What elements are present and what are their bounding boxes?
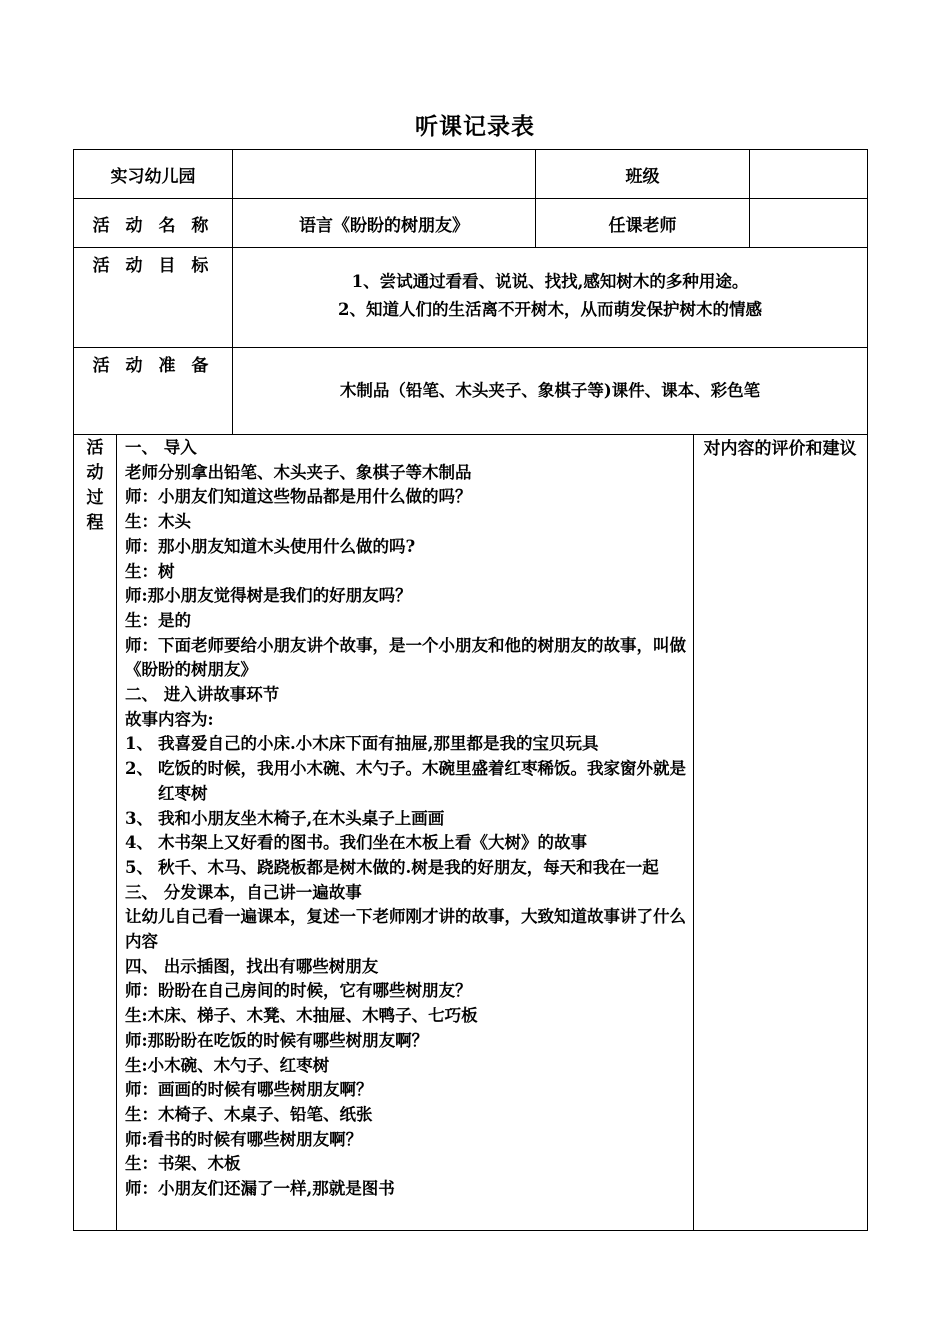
class-value-cell[interactable] (749, 149, 868, 199)
dialogue-line: 生：是的 (125, 610, 191, 630)
teacher-label-cell (535, 198, 750, 248)
story-item-text: 秋千、木马、跷跷板都是树木做的.树是我的好朋友，每天和我在一起 (158, 857, 659, 877)
section-heading: 二、 进入讲故事环节 (125, 685, 280, 705)
dialogue-line: 生:小木碗、木勺子、红枣树 (125, 1055, 330, 1075)
dialogue-line: 师:那盼盼在吃饭的时候有哪些树朋友啊？ (125, 1030, 429, 1050)
story-item-text: 我和小朋友坐木椅子,在木头桌子上画画 (158, 808, 445, 828)
text-line: 故事内容为: (125, 709, 214, 729)
story-item-number: 3、 (125, 808, 153, 828)
story-item (125, 856, 690, 881)
dialogue-line: 师：小朋友们知道这些物品都是用什么做的吗？ (125, 487, 472, 507)
dialogue-line: 师：那小朋友知道木头使用什么做的吗? (125, 536, 416, 556)
story-item (125, 732, 690, 757)
story-item (125, 757, 690, 806)
dialogue-line: 生：木头 (125, 512, 191, 532)
dialogue-line: 师:那小朋友觉得树是我们的好朋友吗？ (125, 586, 412, 606)
story-item (125, 807, 690, 832)
process-label-char: 动 (86, 463, 104, 483)
process-label-char: 活 (86, 438, 104, 458)
process-label (74, 436, 116, 536)
class-label-cell (535, 149, 750, 199)
page-title: 听课记录表 (415, 113, 535, 140)
process-label-cell (73, 434, 117, 1231)
story-item-number: 1、 (125, 734, 153, 754)
story-item-number: 2、 (125, 759, 153, 779)
text-paragraph: 让幼儿自己看一遍课本，复述一下老师刚才讲的故事，大致知道故事讲了什么内容 (125, 907, 686, 952)
dialogue-line: 生:木床、梯子、木凳、木抽屉、木鸭子、七巧板 (125, 1006, 478, 1026)
activity-name-label: 活 动 名 称 (92, 215, 214, 236)
prep-label-cell (73, 347, 233, 435)
goal-label: 活 动 目 标 (92, 256, 214, 276)
dialogue-line: 师：小朋友们还漏了一样,那就是图书 (125, 1179, 395, 1199)
evaluation-cell[interactable] (693, 434, 868, 1231)
story-item-number: 4、 (125, 833, 153, 853)
evaluation-label: 对内容的评价和建议 (703, 439, 857, 459)
dialogue-line: 生：书架、木板 (125, 1154, 241, 1174)
dialogue-line: 师：画画的时候有哪些树朋友啊？ (125, 1080, 373, 1100)
goal-item: 1、尝试通过看看、说说、找找,感知树木的多种用途。 (351, 272, 749, 291)
activity-name-label-cell (73, 198, 233, 248)
activity-name-value: 语言《盼盼的树朋友》 (299, 215, 469, 236)
section-heading: 三、 分发课本，自己讲一遍故事 (125, 882, 362, 902)
kindergarten-label: 实习幼儿园 (110, 166, 196, 187)
section-heading: 四、 出示插图，找出有哪些树朋友 (125, 956, 379, 976)
dialogue-line: 师:看书的时候有哪些树朋友啊？ (125, 1129, 363, 1149)
process-label-char: 过 (86, 488, 104, 508)
goal-label-cell (73, 247, 233, 348)
prep-value: 木制品（铅笔、木头夹子、象棋子等)课件、课本、彩色笔 (339, 381, 761, 400)
story-item-text: 我喜爱自己的小床.小木床下面有抽屉,那里都是我的宝贝玩具 (158, 734, 599, 754)
goal-list (232, 268, 868, 324)
story-item-number: 5、 (125, 857, 153, 877)
story-item (125, 831, 690, 856)
goal-item: 2、知道人们的生活离不开树木，从而萌发保护树木的情感 (338, 300, 762, 319)
process-text (125, 436, 690, 1202)
prep-label: 活 动 准 备 (92, 356, 214, 376)
process-label-char: 程 (86, 513, 104, 533)
class-label: 班级 (625, 166, 660, 187)
kindergarten-label-cell (73, 149, 233, 199)
teacher-value-cell[interactable] (749, 198, 868, 248)
story-item-text: 吃饭的时候，我用小木碗、木勺子。木碗里盛着红枣稀饭。我家窗外就是红枣树 (158, 759, 686, 803)
section-heading: 一、 导入 (125, 438, 197, 457)
text-line: 老师分别拿出铅笔、木头夹子、象棋子等木制品 (125, 462, 472, 482)
kindergarten-value-cell[interactable] (232, 149, 536, 199)
dialogue-paragraph: 师：下面老师要给小朋友讲个故事，是一个小朋友和他的树朋友的故事，叫做《盼盼的树朋友》 (125, 635, 686, 680)
dialogue-line: 生：木椅子、木桌子、铅笔、纸张 (125, 1104, 373, 1124)
dialogue-line: 师：盼盼在自己房间的时候，它有哪些树朋友？ (125, 981, 472, 1001)
story-item-text: 木书架上又好看的图书。我们坐在木板上看《大树》的故事 (158, 833, 587, 853)
activity-name-value-cell[interactable] (232, 198, 536, 248)
teacher-label: 任课老师 (608, 215, 677, 236)
dialogue-line: 生：树 (125, 561, 175, 581)
